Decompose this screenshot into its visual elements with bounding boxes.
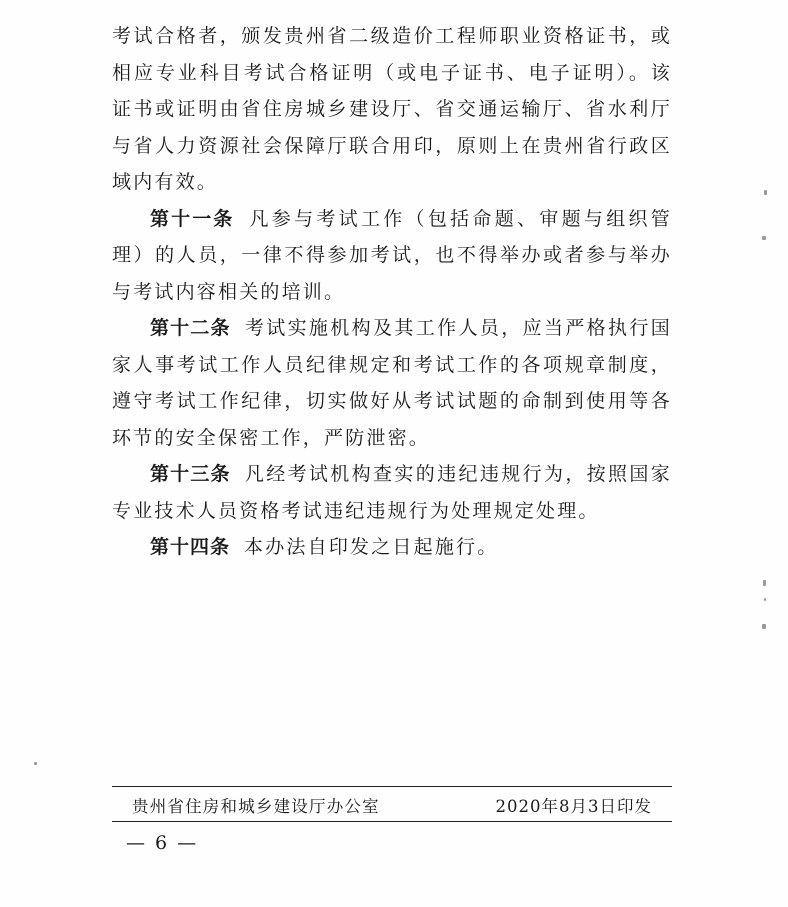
article-text: 考试实施机构及其工作人员，应当严格执行国家人事考试工作人员纪律规定和考试工作的各项规章制度，遵守考试工作纪律，切实做好从考试试题的命制到使用等各环节的安全保密工作，严防泄密。 (112, 317, 672, 449)
article-14 (112, 529, 672, 566)
article-text: 本办法自印发之日起施行。 (244, 536, 499, 558)
issuer-name: 贵州省住房和城乡建设厅办公室 (132, 797, 380, 816)
scan-speck (762, 624, 766, 629)
article-text: 凡经考试机构查实的违纪违规行为，按照国家专业技术人员资格考试违纪违规行为处理规定处理。 (112, 463, 672, 522)
paragraph-continued (112, 18, 672, 201)
issue-date: 2020年8月3日印发 (495, 797, 652, 816)
scan-speck (34, 762, 37, 765)
scan-speck (764, 598, 766, 601)
page-number: — 6 — (126, 832, 199, 854)
article-number: 第十二条 (150, 317, 231, 339)
scan-speck (762, 236, 766, 240)
article-number: 第十一条 (150, 207, 235, 230)
scan-speck (764, 190, 767, 195)
article-12 (112, 310, 672, 456)
article-number: 第十三条 (150, 463, 231, 485)
article-13 (112, 456, 672, 529)
article-number: 第十四条 (150, 536, 231, 558)
article-11 (112, 201, 672, 311)
paragraph-text: 考试合格者，颁发贵州省二级造价工程师职业资格证书，或相应专业科目考试合格证明（或电子证书、电子证明）。该证书或证明由省住房城乡建设厅、省交通运输厅、省水利厅与省人力资源社会保障厅联合用印，原则上在贵州省行政区域内有效。 (112, 25, 672, 193)
footer-divider-top (112, 786, 672, 787)
article-text: 凡参与考试工作（包括命题、审题与组织管理）的人员，一律不得参加考试，也不得举办或者参与举办与考试内容相关的培训。 (112, 207, 672, 303)
document-body (112, 18, 672, 566)
footer-divider-bottom (112, 821, 672, 822)
scan-speck (763, 580, 766, 586)
